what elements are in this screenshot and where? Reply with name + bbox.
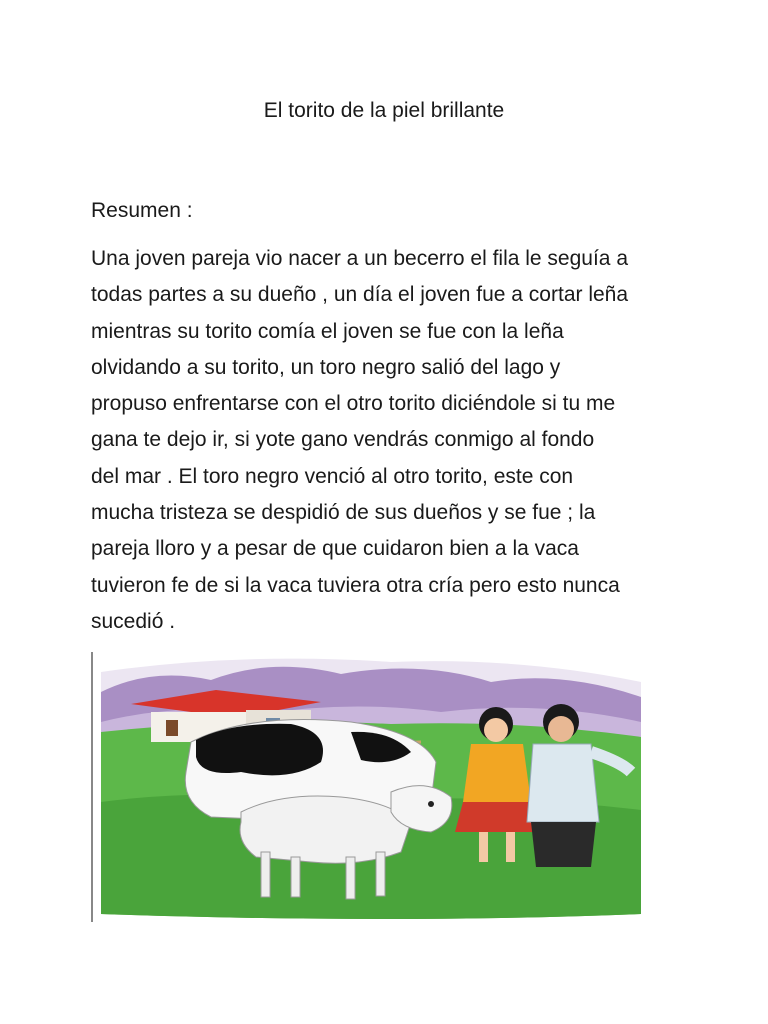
paragraph-line: sucedió . [91, 609, 176, 633]
paragraph-line: propuso enfrentarse con el otro torito diciéndole si tu me [91, 392, 616, 416]
paragraph-line: Una joven pareja vio nacer a un becerro el fila le seguía a [91, 247, 628, 270]
paragraph-line: del mar . El toro negro venció al otro torito, este con [91, 464, 574, 488]
summary-paragraph [91, 241, 691, 640]
paragraph-line: mientras su torito comía el joven se fue con la leña [91, 319, 564, 343]
document-title: El torito de la piel brillante [263, 99, 505, 122]
cow-calf-couple-illustration [91, 652, 651, 922]
paragraph-line: gana te dejo ir, si yote gano vendrás conmigo al fondo [91, 428, 595, 452]
paragraph-line: tuvieron fe de si la vaca tuviera otra cría pero esto nunca [91, 573, 620, 597]
section-label-resumen: Resumen : [91, 199, 193, 222]
paragraph-line: todas partes a su dueño , un día el joven fue a cortar leña [91, 283, 629, 307]
paragraph-line: pareja lloro y a pesar de que cuidaron bien a la vaca [91, 537, 579, 561]
paragraph-line: mucha tristeza se despidió de sus dueños y se fue ; la [91, 501, 596, 525]
paragraph-line: olvidando a su torito, un toro negro salió del lago y [91, 355, 561, 379]
